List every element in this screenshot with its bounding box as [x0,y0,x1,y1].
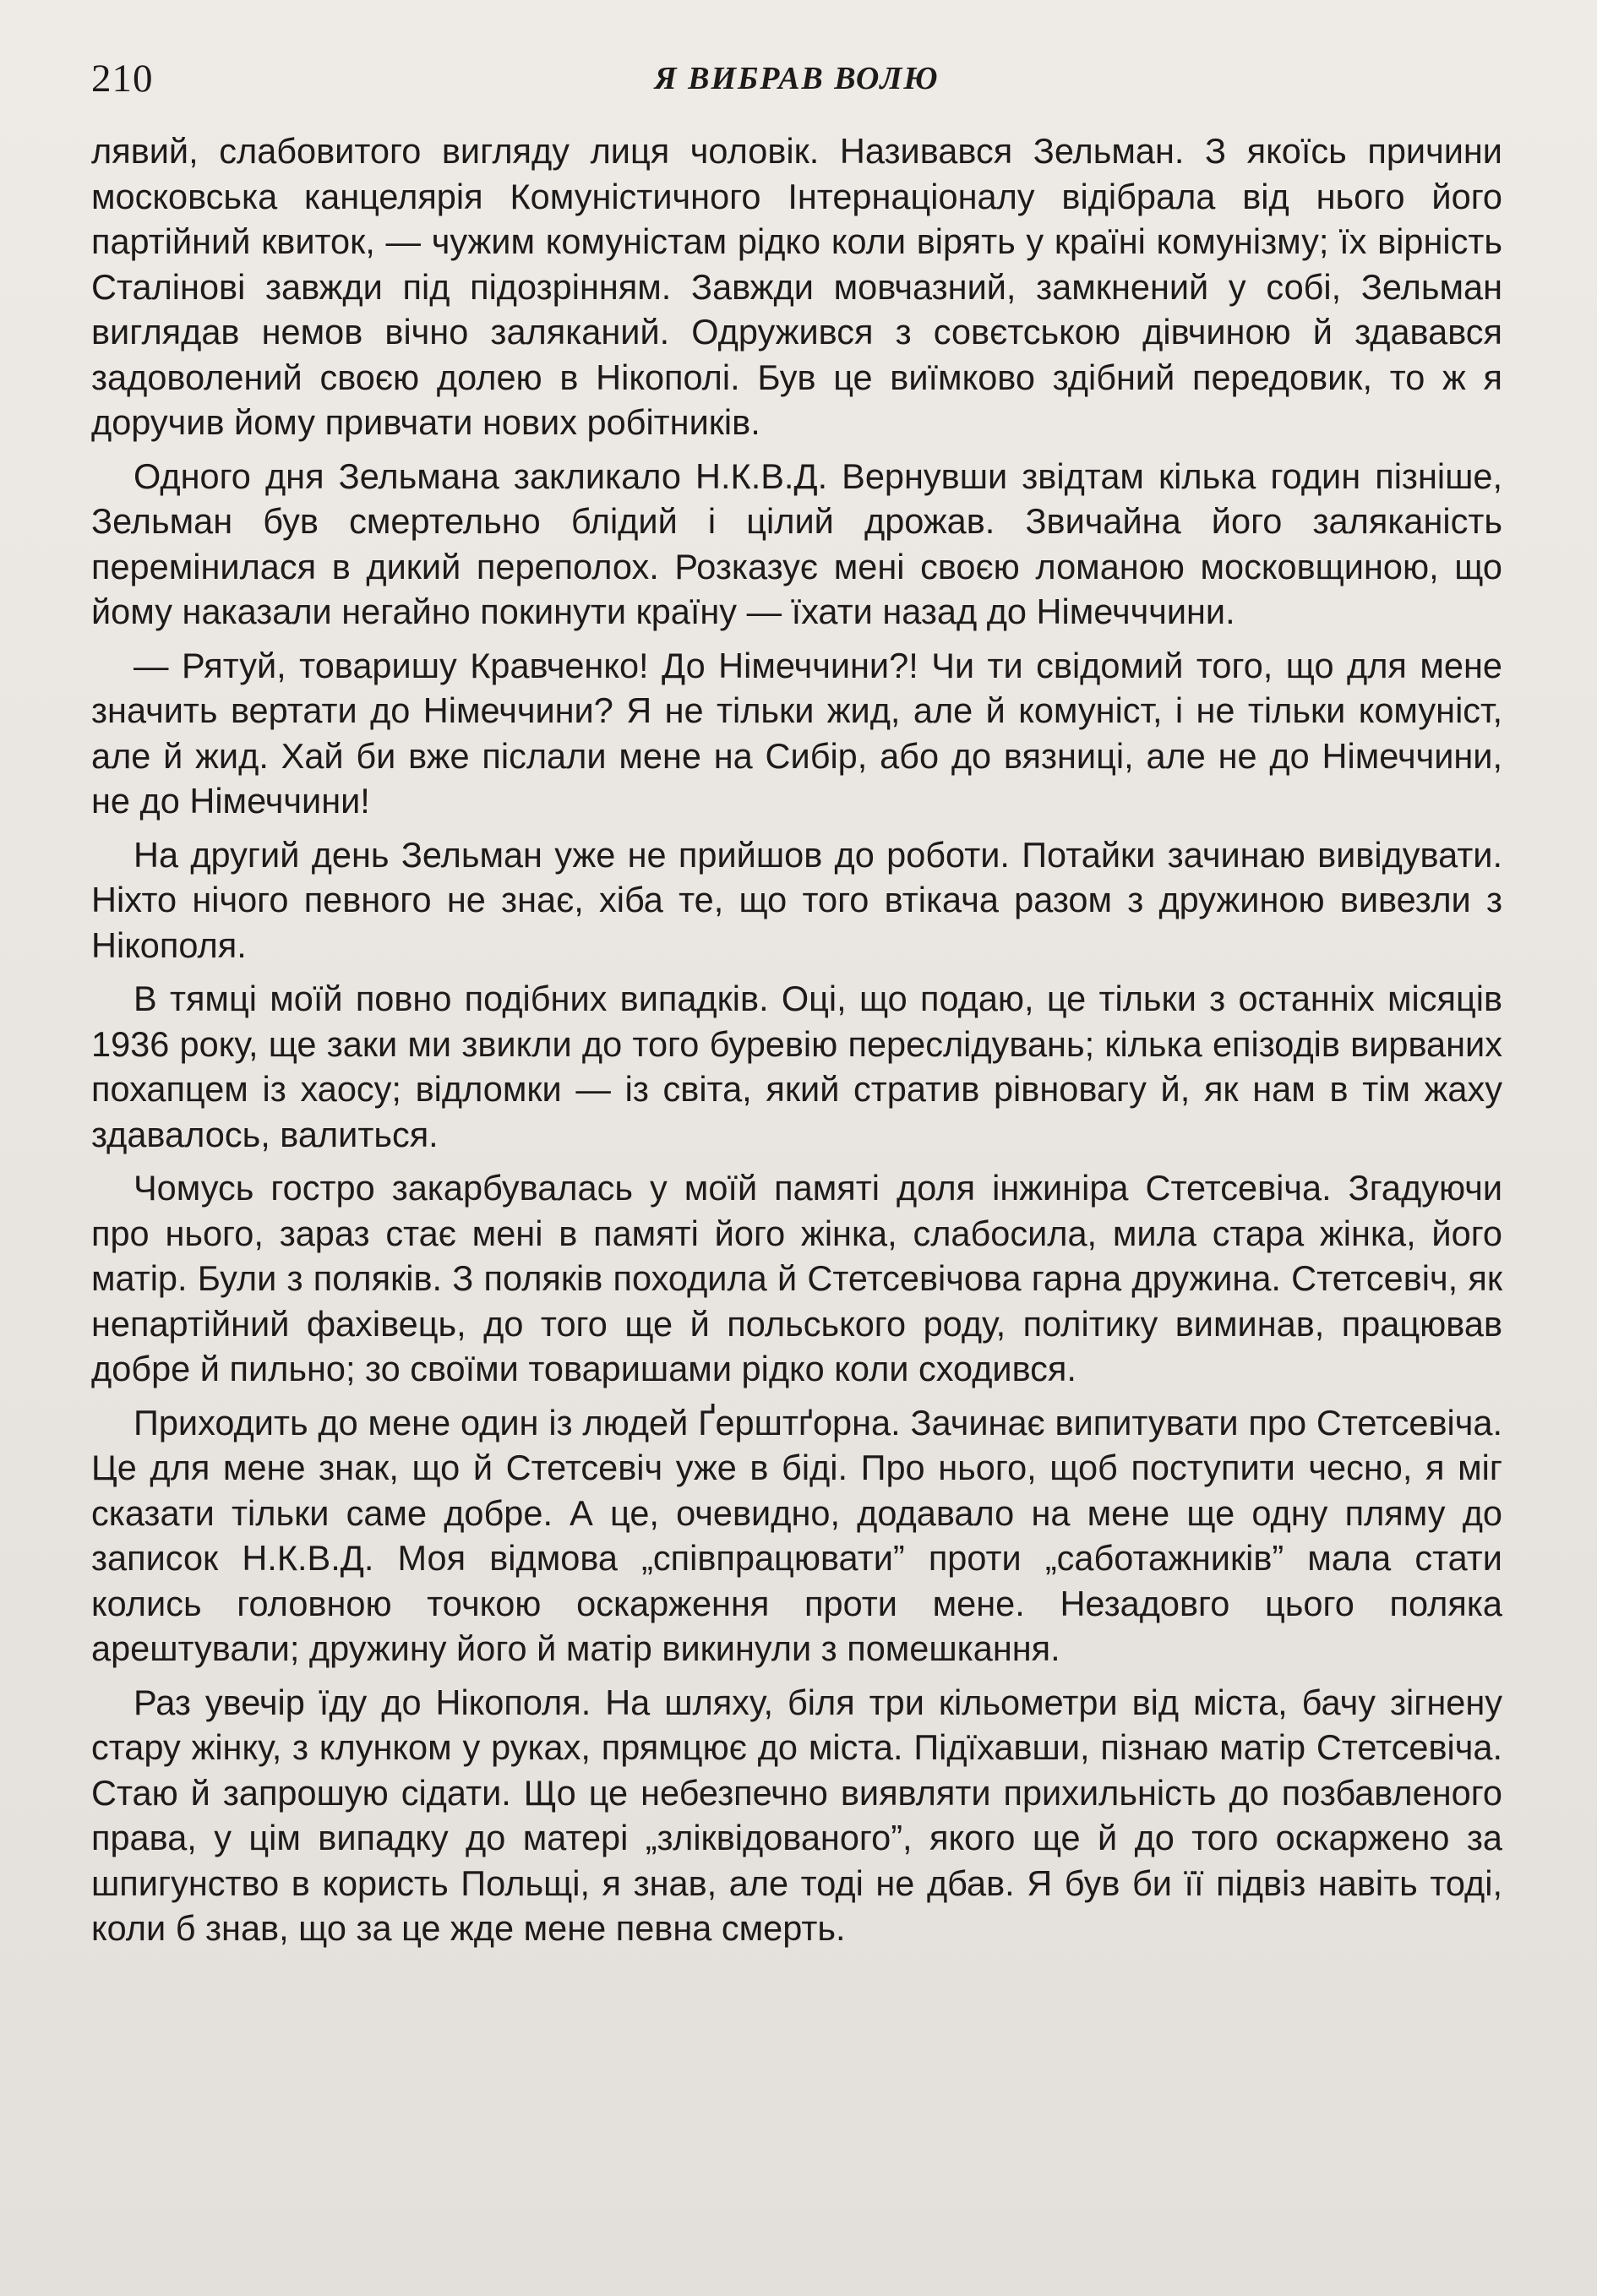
paragraph: Чомусь гостро закарбувалась у моїй памяті доля інжиніра Стетсевіча. Згадуючи про нього, зараз стає мені в памяті його жінка, слабосила, мила стара жінка, його матір. Були з поляків. З поляків походила й Стетсевічова гарна дружина. Стетсевіч, як непартійний фахівець, до того ще й польського роду, політику виминав, працював добре й пильно; зо своїми товаришами рідко коли сходився. [91,1168,1502,1388]
body-text [91,128,1502,1951]
page-header [91,49,1502,108]
paragraph: Приходить до мене один із людей Ґерштґорна. Зачинає випитувати про Стетсевіча. Це для мене знак, що й Стетсевіч уже в біді. Про нього, щоб поступити чесно, я міг сказати тільки саме добре. А це, очевидно, додавало на мене ще одну пляму до записок Н.К.В.Д. Моя відмова „співпрацювати” проти „саботажників” мала стати колись головною точкою оскарження проти мене. Незадовго цього поляка арештували; дружину його й матір викинули з помешкання. [91,1402,1502,1668]
running-title: Я ВИБРАВ ВОЛЮ [654,61,940,96]
paragraph: лявий, слабовитого вигляду лиця чоловік. Називався Зельман. З якоїсь причини московська канцелярія Комуністичного Інтернаціоналу відібрала від нього його партійний квиток, — чужим комуністам рідко коли вірять у країні комунізму; їх вірність Сталінові завжди під підозрінням. Завжди мовчазний, замкнений у собі, Зельман виглядав немов вічно заляканий. Одружився з совєтською дівчиною й здавався задоволений своєю долею в Нікополі. Був це виїмково здібний передовик, то ж я доручив йому привчати нових робітників. [91,131,1502,442]
paragraph: Одного дня Зельмана закликало Н.К.В.Д. Вернувши звідтам кілька годин пізніше, Зельман був смертельно блідий і цілий дрожав. Звичайна його заляканість перемінилася в дикий переполох. Розказує мені своєю ломаною московщиною, що йому наказали негайно покинути країну — їхати назад до Німечччини. [91,455,1502,631]
paragraph: В тямці моїй повно подібних випадків. Оці, що подаю, це тільки з останніх місяців 1936 року, ще заки ми звикли до того буревію переслідувань; кілька епізодів вирваних похапцем із хаосу; відломки — із світа, який стратив рівновагу й, як нам в тім жаху здавалось, валиться. [91,979,1502,1154]
page-number: 210 [91,57,154,101]
paragraph: На другий день Зельман уже не прийшов до роботи. Потайки зачинаю вивідувати. Ніхто нічого певного не знає, хіба те, що того втікача разом з дружиною вивезли з Нікополя. [91,834,1502,965]
paragraph: Раз увечір їду до Нікополя. На шляху, біля три кільометри від міста, бачу зігнену стару жінку, з клунком у руках, прямцює до міста. Підїхавши, пізнаю матір Стетсевіча. Стаю й запрошую сідати. Що це небезпечно виявляти прихильність до позбавленого права, у цім випадку до матері „зліквідованого”, якого ще й до того оскаржено за шпигунство в користь Польщі, я знав, але тоді не дбав. Я був би її підвіз навіть тоді, коли б знав, що за це жде мене певна смерть. [91,1682,1502,1948]
paragraph: — Рятуй, товаришу Кравченко! До Німеччини?! Чи ти свідомий того, що для мене значить вертати до Німеччини? Я не тільки жид, але й комуніст, і не тільки комуніст, але й жид. Хай би вже післали мене на Сибір, або до вязниці, але не до Німеччини, не до Німеччини! [91,645,1502,821]
